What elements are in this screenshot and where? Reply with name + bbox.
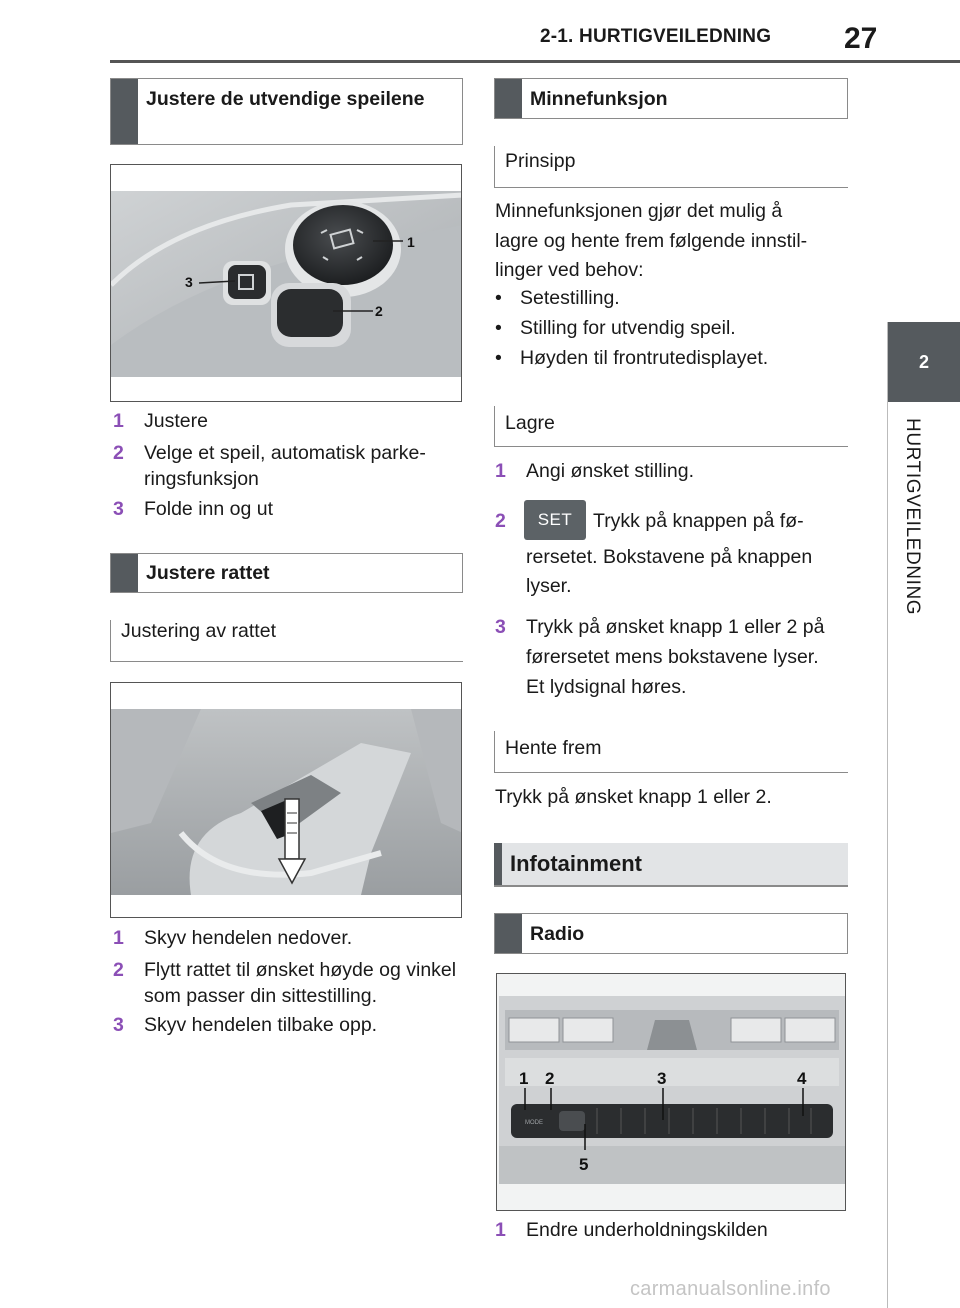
mirror-callout-3: 3 xyxy=(185,274,193,290)
radio-callout-5: 5 xyxy=(579,1155,589,1174)
subsection-recall xyxy=(494,731,848,773)
mirror-callout-2: 2 xyxy=(375,303,383,319)
principle-line-3: linger ved behov: xyxy=(495,259,644,281)
section-mirrors-title: Justere de utvendige speilene xyxy=(146,88,425,110)
radio-callout-2: 2 xyxy=(545,1069,555,1088)
subsection-store-title: Lagre xyxy=(505,412,555,434)
svg-text:MODE: MODE xyxy=(525,1120,543,1126)
subsection-recall-title: Hente frem xyxy=(505,737,602,759)
store-step-2-text-a: Trykk på knappen på fø- xyxy=(593,510,804,532)
store-step-2-text-c: lyser. xyxy=(526,575,572,597)
chapter-title: 2-1. HURTIGVEILEDNING xyxy=(540,26,772,47)
chapter-tab-label: HURTIGVEILEDNING xyxy=(902,418,923,616)
principle-line-2: lagre og hente frem følgende innstil- xyxy=(495,230,808,252)
section-infotainment-title: Infotainment xyxy=(510,851,642,876)
chapter-tab[interactable]: 2 xyxy=(888,322,960,402)
section-infotainment xyxy=(494,843,848,887)
mirror-controls-image xyxy=(110,164,462,402)
section-wheel xyxy=(110,553,463,593)
recall-text: Trykk på ønsket knapp 1 eller 2. xyxy=(495,786,772,808)
section-wheel-title: Justere rattet xyxy=(146,562,270,584)
header-rule xyxy=(110,60,960,63)
section-radio-title: Radio xyxy=(530,923,585,945)
radio-callout-3: 3 xyxy=(657,1069,667,1088)
radio-panel-image xyxy=(496,973,846,1211)
section-radio xyxy=(494,913,848,954)
section-memory-title: Minnefunksjon xyxy=(530,88,668,110)
radio-callout-4: 4 xyxy=(797,1069,807,1088)
subsection-wheel-title: Justering av rattet xyxy=(121,620,276,642)
set-button[interactable]: SET xyxy=(524,500,586,540)
page-number: 27 xyxy=(844,22,878,55)
radio-callout-1: 1 xyxy=(519,1069,529,1088)
section-mirrors xyxy=(110,78,463,145)
section-memory xyxy=(494,78,848,119)
principle-line-1: Minnefunksjonen gjør det mulig å xyxy=(495,200,783,222)
side-divider xyxy=(887,322,888,1308)
subsection-principle xyxy=(494,146,848,188)
watermark: carmanualsonline.info xyxy=(630,1278,831,1300)
subsection-wheel xyxy=(110,620,463,662)
steering-lever-image xyxy=(110,682,462,918)
store-step-2-text-b: rersetet. Bokstavene på knappen xyxy=(526,546,813,568)
subsection-store xyxy=(494,406,848,447)
subsection-principle-title: Prinsipp xyxy=(505,150,576,172)
mirror-callout-1: 1 xyxy=(407,234,415,250)
